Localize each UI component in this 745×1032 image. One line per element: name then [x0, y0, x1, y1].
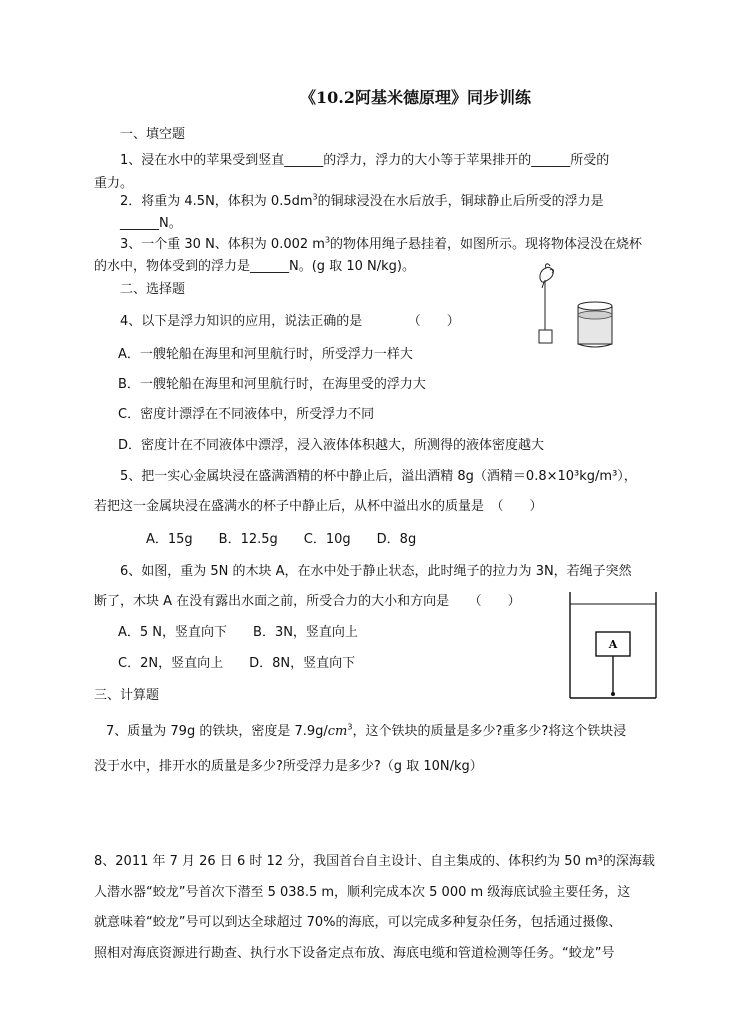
- q7-line1: 7、质量为 79g 的铁块，密度是 $7.9g/cm^3$，这个铁块的质量是多少?重多少?将这个铁块浸: [106, 722, 627, 739]
- hand-icon: [540, 264, 554, 288]
- section-fill-blank: 一、填空题: [120, 127, 186, 142]
- q4-option-b: B．一艘轮船在海里和河里航行时，在海里受的浮力大: [118, 377, 426, 392]
- q2-line2: ______N。: [120, 216, 182, 231]
- hanging-block: [539, 330, 552, 343]
- q3-line1: 3、一个重 30 N、体积为 0.002 $m^3$的物体用绳子悬挂着，如图所示。现将物体浸没在烧杯: [120, 235, 643, 252]
- q5-options: A．15g B．12.5g C．10g D．8g: [146, 532, 417, 547]
- q8-line3: 就意味着“蛟龙”号可以到达全球超过 70%的海底，可以完成多种复杂任务，包括通过摄像、: [94, 915, 622, 930]
- q8-line4: 照相对海底资源进行勘查、执行水下设备定点布放、海底电缆和管道检测等任务。“蛟龙”号: [94, 946, 615, 961]
- q7-line2: 没于水中，排开水的质量是多少?所受浮力是多少?（g 取 10N/kg）: [94, 759, 483, 774]
- q3-line2: 的水中，物体受到的浮力是______N。(g 取 10 N/kg)。: [94, 259, 415, 274]
- q6-line2: 断了，木块 A 在没有露出水面之前，所受合力的大小和方向是 （ ）: [94, 594, 521, 609]
- q4-option-d: D．密度计在不同液体中漂浮，浸入液体体积越大，所测得的液体密度越大: [118, 438, 545, 453]
- block-a-label: A: [608, 638, 618, 651]
- q4-stem: 4、以下是浮力知识的应用，说法正确的是 （ ）: [120, 314, 460, 329]
- rope-anchor: [611, 692, 615, 696]
- q6-figure: [568, 590, 660, 702]
- section-multiple-choice: 二、选择题: [120, 282, 186, 297]
- q6-line1: 6、如图，重为 5N 的木块 A，在水中处于静止状态，此时绳子的拉力为 3N，若绳子突然: [120, 564, 632, 579]
- q4-option-a: A．一艘轮船在海里和河里航行时，所受浮力一样大: [118, 347, 413, 362]
- q8-line2: 人潜水器“蛟龙”号首次下潜至 5 038.5 m，顺利完成本次 5 000 m 级海底试验主要任务，这: [94, 885, 631, 900]
- q6-options-row1: A．5 N，竖直向下 B．3N，竖直向上: [118, 625, 358, 640]
- q5-line1: 5、把一实心金属块浸在盛满酒精的杯中静止后，溢出酒精 8g（酒精＝0.8×10³kg/m³），: [120, 469, 637, 484]
- q8-line1: 8、2011 年 7 月 26 日 6 时 12 分，我国首台自主设计、自主集成的、体积约为 50 m³的深海载: [94, 854, 655, 869]
- q1-line1: 1、浸在水中的苹果受到竖直______的浮力，浮力的大小等于苹果排开的______所受的: [120, 153, 610, 168]
- q1-line2: 重力。: [94, 176, 134, 191]
- q6-options-row2: C．2N，竖直向上 D．8N，竖直向下: [118, 656, 356, 671]
- page-title: 《10.2阿基米德原理》同步训练: [300, 88, 531, 107]
- section-calculation: 三、计算题: [94, 688, 160, 703]
- beaker-icon: [578, 302, 612, 347]
- q2-line1: 2．将重为 4.5N，体积为 $0.5dm^3$的铜球浸没在水后放手，铜球静止后所受的浮力是: [120, 192, 604, 209]
- q3-figure: [528, 258, 618, 350]
- q5-line2: 若把这一金属块浸在盛满水的杯子中静止后，从杯中溢出水的质量是 （ ）: [94, 499, 543, 514]
- q4-option-c: C．密度计漂浮在不同液体中，所受浮力不同: [118, 407, 375, 422]
